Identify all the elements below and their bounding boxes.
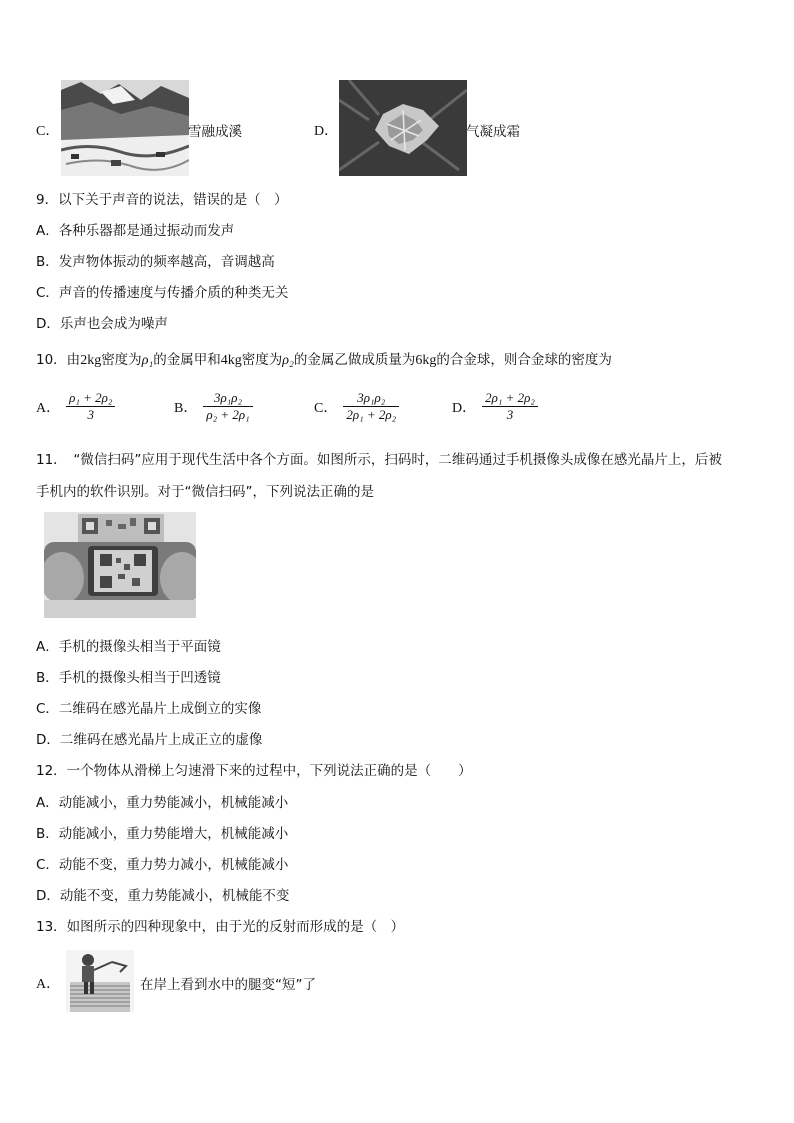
frost-leaf-image: [339, 80, 467, 176]
snowmelt-stream-image: [61, 80, 189, 176]
q12-option-c: C．动能不变，重力势力减小，机械能减小: [36, 857, 289, 873]
q10-option-b-denominator: ρ₂ + 2ρ₁: [206, 407, 250, 422]
q10-option-a-numerator: ρ₁ + 2ρ₂: [66, 390, 115, 407]
q12-option-b: B．动能减小，重力势能增大，机械能减小: [36, 826, 289, 842]
qr-scan-phone-image: [44, 512, 196, 618]
q10-option-c-denominator: 2ρ₁ + 2ρ₂: [346, 407, 397, 422]
q11-option-d: D．二维码在感光晶片上成正立的虚像: [36, 732, 263, 748]
q9-option-a: A．各种乐器都是通过振动而发声: [36, 223, 235, 239]
q10-option-b-label: B．: [174, 400, 198, 416]
q10-option-a: [36, 390, 115, 423]
q10-stem: [36, 348, 612, 369]
q10-option-b: [174, 390, 253, 423]
q10-rho-1: ρ₁: [141, 353, 154, 368]
q10-option-c: [314, 390, 399, 423]
q12-option-a: A．动能减小，重力势能减小，机械能减小: [36, 795, 289, 811]
q10-option-a-label: A．: [36, 400, 61, 416]
q9-stem: 9．以下关于声音的说法，错误的是（ ）: [36, 192, 288, 208]
q9-option-d: D．乐声也会成为噪声: [36, 316, 168, 332]
q10-option-d-denominator: 3: [506, 407, 514, 422]
q11-option-a: A．手机的摄像头相当于平面镜: [36, 639, 221, 655]
q10-option-a-denominator: 3: [87, 407, 95, 422]
q13-stem: 13．如图所示的四种现象中，由于光的反射而形成的是（ ）: [36, 919, 405, 935]
q10-stem-part: 密度为: [101, 352, 142, 368]
q10-option-d-fraction: [482, 390, 538, 423]
q10-stem-part: 密度为: [241, 352, 283, 368]
q10-option-d: [452, 390, 538, 423]
q11-option-b: B．手机的摄像头相当于凹透镜: [36, 670, 221, 686]
q13-option-a-label: A．: [36, 977, 61, 992]
q10-stem-part: 的金属乙做成质量为: [293, 352, 416, 368]
q11-stem-line2: 手机内的软件识别。对于“微信扫码”，下列说法正确的是: [36, 484, 374, 500]
q8-option-d-label: D．: [314, 124, 339, 139]
q11-stem-line1: 11． “微信扫码”应用于现代生活中各个方面。如图所示，扫码时，二维码通过手机摄像头成像在感光晶片上，后被: [36, 452, 722, 468]
q10-option-a-fraction: [66, 390, 115, 423]
person-in-water-image: [66, 950, 134, 1012]
q10-mass-3: 6kg: [415, 353, 437, 368]
q8-option-c-text: 雪融成溪: [188, 124, 242, 140]
q10-mass-1: 2kg: [80, 353, 102, 368]
q10-option-b-numerator: 3ρ₁ρ₂: [203, 390, 252, 407]
q10-stem-part: 10．由: [36, 352, 81, 368]
q9-option-c: C．声音的传播速度与传播介质的种类无关: [36, 285, 289, 301]
q9-option-b: B．发声物体振动的频率越高，音调越高: [36, 254, 275, 270]
q13-option-a-text: 在岸上看到水中的腿变“短”了: [140, 977, 316, 993]
q12-option-d: D．动能不变，重力势能减小，机械能不变: [36, 888, 290, 904]
q10-mass-2: 4kg: [220, 353, 242, 368]
q10-option-c-label: C．: [314, 400, 338, 416]
q10-option-c-fraction: [343, 390, 399, 423]
q8-option-d-text: 气凝成霜: [466, 124, 520, 140]
q11-option-c: C．二维码在感光晶片上成倒立的实像: [36, 701, 262, 717]
q12-stem: 12．一个物体从滑梯上匀速滑下来的过程中，下列说法正确的是（ ）: [36, 763, 472, 779]
q10-stem-part: 的金属甲和: [153, 352, 221, 368]
q10-option-d-numerator: 2ρ₁ + 2ρ₂: [482, 390, 538, 407]
q10-option-d-label: D．: [452, 400, 477, 416]
q10-option-b-fraction: [203, 390, 252, 423]
q10-rho-2: ρ₂: [282, 353, 294, 368]
q10-stem-part: 的合金球，则合金球的密度为: [436, 352, 612, 368]
q10-option-c-numerator: 3ρ₁ρ₂: [343, 390, 399, 407]
q8-option-c-label: C．: [36, 124, 60, 139]
